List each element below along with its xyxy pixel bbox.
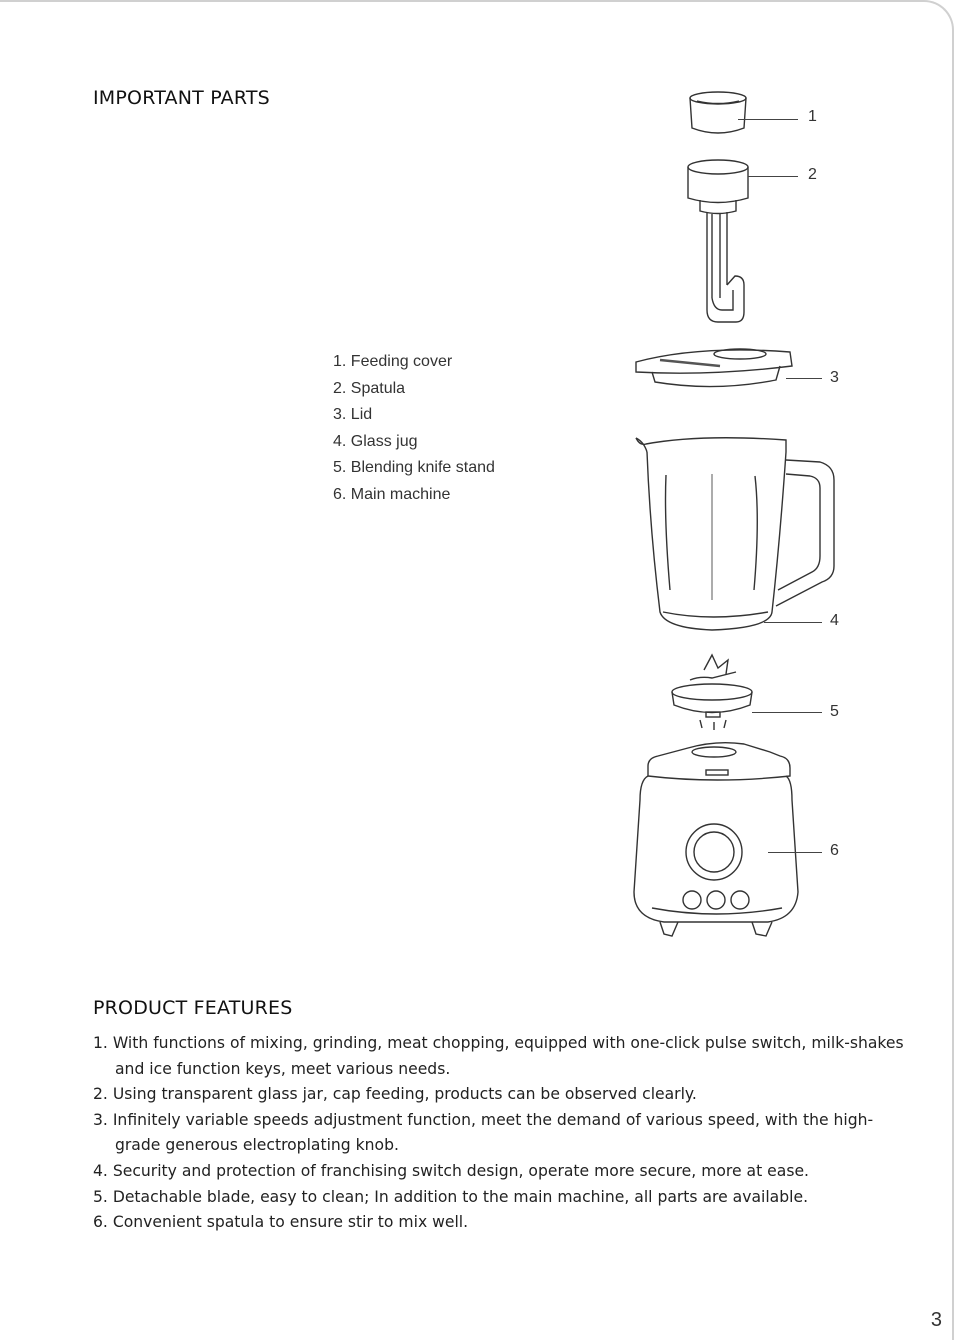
- callout-leader-line: [768, 852, 822, 853]
- spatula-illustration: [688, 160, 748, 322]
- main-machine-illustration: [634, 743, 798, 936]
- feature-item: 1. With functions of mixing, grinding, meat chopping, equipped with one-click pulse switch, milk-shakes and ice function keys, meet various needs.: [93, 1034, 904, 1078]
- callout-number-3: 3: [830, 369, 839, 386]
- parts-list-item: 5. Blending knife stand: [333, 459, 495, 476]
- glass-jug-illustration: [636, 438, 834, 630]
- feature-item: 2. Using transparent glass jar, cap feeding, products can be observed clearly.: [93, 1085, 697, 1104]
- feature-item: 3. Infinitely variable speeds adjustment function, meet the demand of various speed, with the high-grade generous electroplating knob.: [93, 1110, 874, 1155]
- feeding-cover-illustration: [690, 92, 746, 133]
- feature-item: 6. Convenient spatula to ensure stir to mix well.: [93, 1213, 469, 1232]
- callout-number-2: 2: [808, 166, 817, 183]
- parts-list-item: 6. Main machine: [333, 485, 451, 503]
- parts-list-item: 1. Feeding cover: [333, 353, 453, 370]
- page-number: 3: [930, 1309, 942, 1331]
- parts-list-item: 4. Glass jug: [333, 432, 418, 450]
- feature-item: 5. Detachable blade, easy to clean; In addition to the main machine, all parts are available.: [93, 1187, 809, 1206]
- callout-leader-line: [786, 378, 822, 379]
- callout-number-4: 4: [830, 612, 839, 629]
- callout-number-1: 1: [808, 108, 817, 125]
- callout-leader-line: [748, 176, 798, 177]
- blending-knife-stand-illustration: [672, 655, 752, 730]
- feature-item: 4. Security and protection of franchising switch design, operate more secure, more at ease.: [93, 1161, 809, 1180]
- callout-leader-line: [752, 712, 822, 713]
- product-features-heading: PRODUCT FEATURES: [93, 997, 293, 1019]
- features-list: [93, 1031, 913, 1236]
- callout-number-5: 5: [830, 703, 839, 720]
- callout-number-6: 6: [830, 842, 839, 859]
- important-parts-heading: IMPORTANT PARTS: [93, 87, 270, 109]
- callout-leader-line: [738, 119, 798, 120]
- lid-illustration: [636, 349, 792, 387]
- parts-list-item: 2. Spatula: [333, 379, 406, 397]
- parts-list-item: 3. Lid: [333, 406, 373, 423]
- callout-leader-line: [764, 622, 822, 623]
